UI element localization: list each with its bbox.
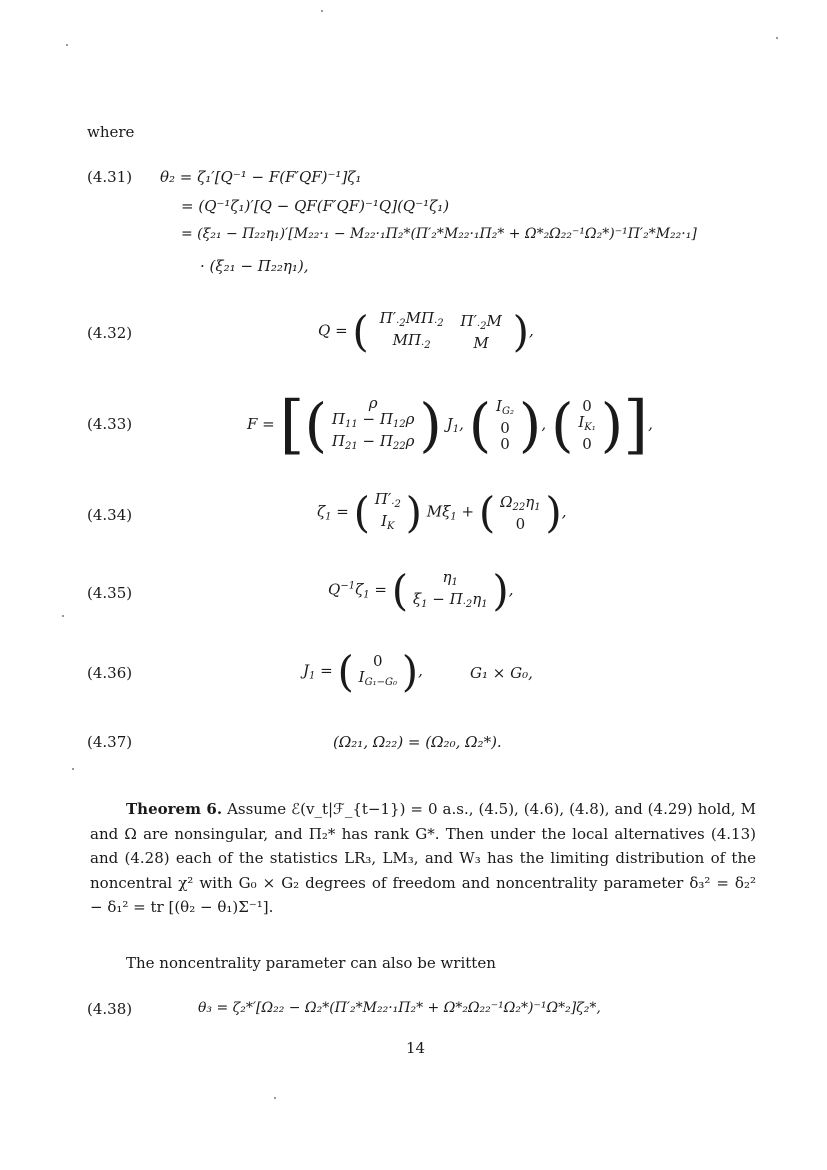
equation-4-31-line-4: · (ξ₂₁ − Π₂₂η₁),: [200, 257, 309, 275]
equation-4-37: (Ω₂₁, Ω₂₂) = (Ω₂₀, Ω₂*).: [333, 733, 502, 751]
scan-speck: [62, 615, 64, 617]
equation-number-4-37: (4.37): [87, 733, 133, 751]
scan-speck: [321, 10, 323, 12]
equation-4-31-line-2: = (Q⁻¹ζ₁)′[Q − QF(F′QF)⁻¹Q](Q⁻¹ζ₁): [181, 197, 450, 215]
equation-number-4-33: (4.33): [87, 415, 133, 433]
scan-speck: [274, 1097, 276, 1099]
equation-4-33: F = [( ρ $\Pi_{11} - \Pi_{12}\rho$ $\Pi_{21} - \Pi_{22}\rho$ ) $J_1$, ( $I_{G_2}$ 0 0 ), ( 0 $I_{K_1}$ 0 )],: [247, 388, 653, 462]
scan-speck: [66, 44, 68, 46]
equation-number-4-35: (4.35): [87, 584, 133, 602]
equation-4-36: $J_1$ = ( 0 $I_{G_1-G_0}$ ),: [303, 647, 423, 696]
theorem-6-paragraph: [90, 797, 756, 920]
page-number: 14: [406, 1039, 426, 1057]
theorem-text: Assume ℰ(v_t|ℱ_{t−1}) = 0 a.s., (4.5), (4.6), (4.8), and (4.29) hold, M and Ω are nonsingular, and Π₂* has rank G*. Then under the local alternatives (4.13) and (4.28) each of the statistics LR₃, LM₃, and W₃ has the limiting distribution of the noncentral χ² with G₀ × G₂ degrees of freedom and noncentrality parameter δ₃² = δ₂² − δ₁² = tr [(θ₂ − θ₁)Σ⁻¹].: [90, 800, 756, 916]
equation-number-4-31: (4.31): [87, 168, 133, 186]
equation-4-31-line-3: = (ξ₂₁ − Π₂₂η₁)′[M₂₂·₁ − M₂₂·₁Π₂*(Π′₂*M₂₂·₁Π₂* + Ω*₂Ω₂₂⁻¹Ω₂*)⁻¹Π′₂*M₂₂·₁]: [181, 226, 697, 242]
theorem-label: Theorem 6.: [126, 800, 223, 818]
equation-number-4-36: (4.36): [87, 664, 133, 682]
equation-4-32: Q = ( $\Pi'_{\cdot 2}M\Pi_{\cdot 2}$ $M\Pi_{\cdot 2}$ $\Pi'_{\cdot 2}M$ M ),: [318, 307, 534, 356]
scan-speck: [72, 768, 74, 770]
equation-4-38: θ₃ = ζ₂*′[Ω₂₂ − Ω₂*(Π′₂*M₂₂·₁Π₂* + Ω*₂Ω₂₂⁻¹Ω₂*)⁻¹Ω*₂]ζ₂*,: [198, 1000, 601, 1016]
equation-number-4-34: (4.34): [87, 506, 133, 524]
equation-number-4-38: (4.38): [87, 1000, 133, 1018]
equation-number-4-32: (4.32): [87, 324, 133, 342]
equation-4-34: $\zeta_1$ = ( $\Pi'_{\cdot 2}$ $I_K$ ) $M\xi_1$ + ( $\Omega_{22}\eta_1$ 0 ),: [317, 488, 567, 537]
noncentrality-note: The noncentrality parameter can also be written: [126, 954, 496, 972]
equation-4-36-dimension: G₁ × G₀,: [470, 664, 533, 682]
equation-4-35: $Q^{-1}\zeta_1$ = ( $\eta_1$ $\xi_1 - \Pi_{\cdot 2}\eta_1$ ),: [328, 566, 514, 615]
equation-4-31-line-1: θ₂ = ζ₁′[Q⁻¹ − F(F′QF)⁻¹]ζ₁: [160, 168, 362, 186]
scan-speck: [776, 37, 778, 39]
where-label: where: [87, 123, 135, 141]
